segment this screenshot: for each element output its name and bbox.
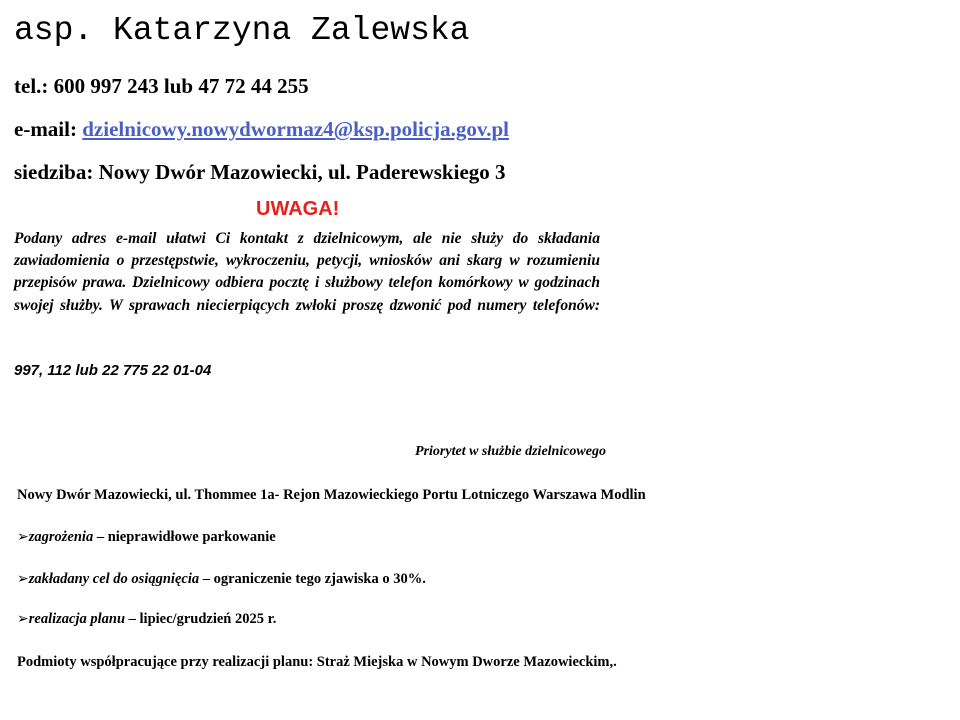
arrow-bullet-icon: ➢ bbox=[17, 571, 29, 587]
arrow-bullet-icon: ➢ bbox=[17, 529, 29, 545]
warning-title: UWAGA! bbox=[256, 198, 340, 220]
email-link[interactable]: dzielnicowy.nowydwormaz4@ksp.policja.gov.pl bbox=[82, 117, 509, 141]
item-label: realizacja planu bbox=[28, 611, 126, 627]
list-item bbox=[17, 571, 426, 588]
item-label: zakładany cel do osiągnięcia bbox=[28, 571, 200, 587]
arrow-bullet-icon: ➢ bbox=[17, 611, 29, 627]
phone-value: 600 997 243 lub 47 72 44 255 bbox=[48, 74, 309, 98]
list-item bbox=[17, 529, 276, 546]
officer-name: asp. Katarzyna Zalewska bbox=[14, 12, 470, 49]
phone-line bbox=[14, 74, 309, 99]
email-line bbox=[14, 117, 509, 142]
email-label: e-mail: bbox=[14, 117, 77, 141]
notice-text: Podany adres e-mail ułatwi Ci kontakt z dzielnicowym, ale nie służy do składania zawiadomienia o przestępstwie, wykroczeniu, petycji, wniosków ani skarg w rozumieniu przepisów prawa. Dzielnicowy odbiera pocztę i służbowy telefon komórkowy w godzinach swojej służby. W sprawach niecierpiących zwłoki proszę dzwonić pod numery telefonów: bbox=[14, 230, 600, 314]
phone-label: tel.: bbox=[14, 74, 49, 98]
office-address-line bbox=[14, 160, 506, 185]
list-item bbox=[17, 611, 276, 628]
item-value: – nieprawidłowe parkowanie bbox=[93, 529, 276, 545]
item-label: zagrożenia bbox=[28, 529, 94, 545]
priority-heading: Priorytet w służbie dzielnicowego bbox=[415, 444, 606, 459]
office-value: Nowy Dwór Mazowiecki, ul. Paderewskiego 3 bbox=[93, 160, 506, 184]
item-value: – lipiec/grudzień 2025 r. bbox=[125, 611, 277, 627]
emergency-numbers: 997, 112 lub 22 775 22 01-04 bbox=[14, 362, 212, 379]
office-label: siedziba: bbox=[14, 160, 94, 184]
partners-line: Podmioty współpracujące przy realizacji planu: Straż Miejska w Nowym Dworze Mazowieckim,. bbox=[17, 654, 617, 670]
item-value: – ograniczenie tego zjawiska o 30%. bbox=[199, 571, 426, 587]
priority-location: Nowy Dwór Mazowiecki, ul. Thommee 1a- Rejon Mazowieckiego Portu Lotniczego Warszawa Modlin bbox=[17, 487, 646, 503]
